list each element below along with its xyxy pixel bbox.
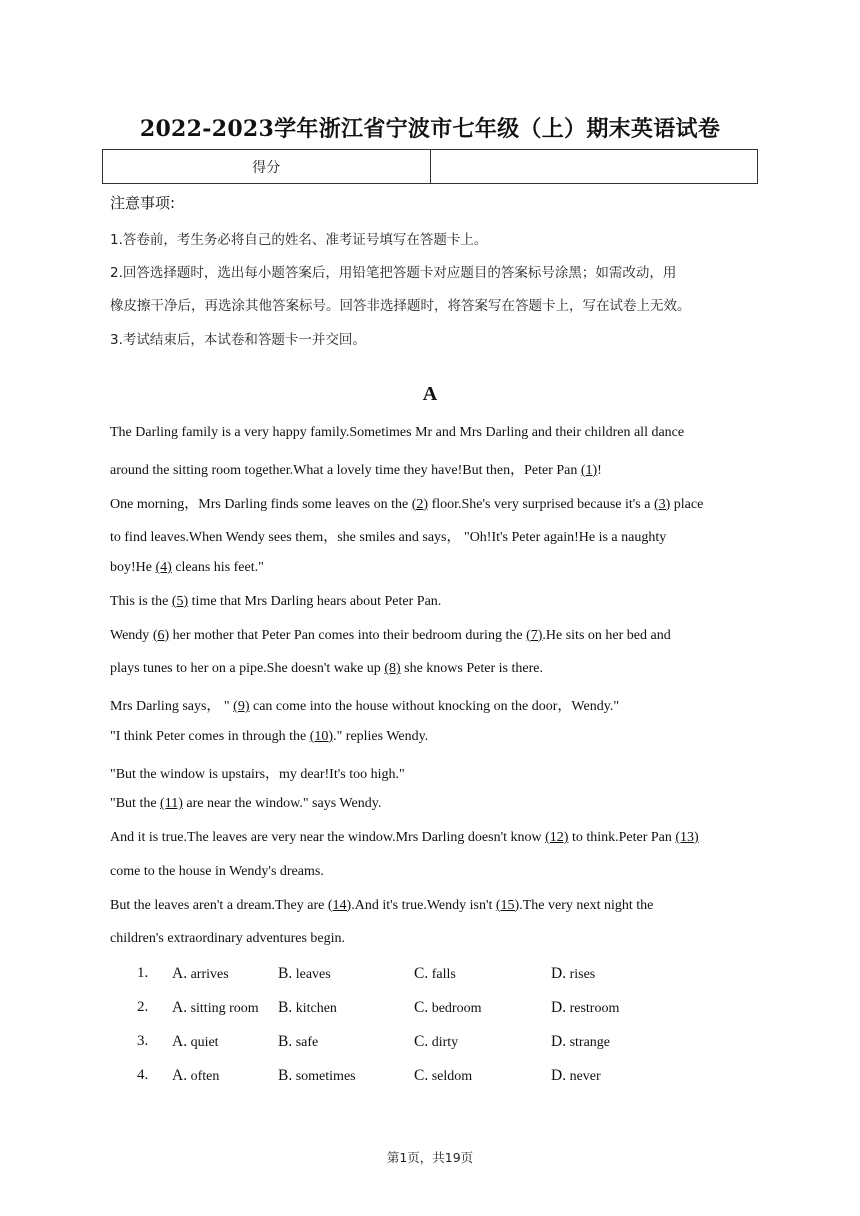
passage-text: ." replies Wendy.: [333, 728, 429, 744]
blank-number: (4): [155, 560, 172, 575]
passage-line: [110, 796, 760, 812]
blank-number: (5): [171, 593, 189, 609]
option-text: sitting room: [187, 1001, 259, 1016]
option-letter: A.: [172, 965, 188, 982]
passage-text: she knows Peter is there.: [400, 661, 543, 677]
blank-number: (10): [309, 728, 334, 744]
page-title: 2022-2023学年浙江省宁波市七年级（上）期末英语试卷: [139, 116, 721, 142]
question-number: 4.: [137, 1067, 149, 1083]
passage-text: !: [597, 462, 602, 478]
score-table: [102, 149, 758, 184]
passage-line: [110, 729, 760, 745]
option-letter: C.: [414, 1067, 429, 1084]
answer-option: [172, 1033, 219, 1051]
option-text: arrives: [187, 967, 229, 982]
question-number: 2.: [137, 999, 149, 1015]
passage-text: "But the window is upstairs，my dear!It's too high.": [110, 766, 405, 782]
answer-option: [278, 999, 337, 1017]
passage-text: And it is true.The leaves are very near the window.Mrs Darling doesn't know: [110, 830, 546, 845]
answer-option: [551, 965, 595, 983]
passage-text: This is the: [110, 593, 172, 609]
blank-number: (13): [675, 830, 699, 845]
passage-text: children's extraordinary adventures begin.: [110, 931, 345, 947]
option-letter: B.: [278, 1033, 293, 1050]
option-letter: B.: [278, 1067, 293, 1084]
passage-text: to think.Peter Pan: [568, 830, 676, 845]
passage-text: can come into the house without knocking on the door，Wendy.": [249, 699, 620, 714]
blank-number: (8): [384, 661, 401, 677]
score-row: [103, 150, 758, 184]
passage-text: place: [670, 496, 704, 512]
option-text: falls: [428, 967, 456, 982]
question-number: 1.: [137, 965, 149, 981]
option-letter: B.: [278, 999, 293, 1016]
passage-line: [110, 830, 760, 846]
passage-text: to find leaves.When Wendy sees them，she smiles and says， "Oh!It's Peter again!He is a naughty: [110, 530, 667, 546]
section-heading: A: [422, 383, 438, 405]
passage-text: around the sitting room together.What a lovely time they have!But then，Peter Pan: [110, 462, 581, 478]
passage-line: [110, 931, 760, 947]
option-text: safe: [292, 1035, 319, 1050]
passage-line: [110, 864, 760, 880]
option-letter: D.: [551, 999, 567, 1016]
option-text: dirty: [428, 1035, 459, 1050]
passage-text: .The very next night the: [519, 897, 654, 913]
option-text: kitchen: [292, 1001, 337, 1016]
blank-number: (3): [653, 496, 671, 512]
blank-number: (12): [545, 830, 569, 845]
option-letter: B.: [278, 965, 293, 982]
blank-number: (14): [327, 897, 352, 913]
answer-option: [278, 965, 331, 983]
option-text: leaves: [292, 967, 331, 982]
blank-number: (1): [580, 462, 598, 478]
passage-line: [110, 594, 760, 610]
notice-line: 橡皮擦干净后，再选涂其他答案标号。回答非选择题时，将答案写在答题卡上，写在试卷上无效。: [110, 298, 691, 314]
passage-line: [110, 628, 760, 644]
answer-option: [414, 1033, 458, 1051]
answer-option: [172, 1067, 219, 1085]
blank-number: (15): [495, 897, 520, 913]
blank-number: (6): [152, 627, 170, 643]
option-letter: A.: [172, 1067, 188, 1084]
option-text: quiet: [187, 1035, 219, 1050]
answer-option: [278, 1033, 318, 1051]
passage-line: [110, 425, 760, 441]
passage-line: [110, 898, 760, 914]
score-value-cell: [430, 150, 758, 184]
passage-text: The Darling family is a very happy family.Sometimes Mr and Mrs Darling and their children all dance: [110, 425, 685, 440]
option-text: sometimes: [292, 1069, 356, 1084]
option-text: rises: [566, 967, 596, 982]
answer-option: [414, 999, 481, 1017]
answer-option: [414, 1067, 472, 1085]
passage-text: But the leaves aren't a dream.They are: [110, 897, 328, 913]
notice-line: 2.回答选择题时，选出每小题答案后，用铅笔把答题卡对应题目的答案标号涂黑；如需改动，用: [110, 265, 677, 281]
passage-line: [110, 493, 760, 513]
passage-line: [110, 459, 760, 479]
option-text: bedroom: [428, 1001, 482, 1016]
passage-text: .He sits on her bed and: [542, 627, 671, 643]
page-footer: 第1页，共19页: [386, 1150, 474, 1165]
blank-number: (7): [526, 627, 543, 643]
answer-option: [551, 999, 619, 1017]
answer-option: [414, 965, 456, 983]
passage-text: boy!He: [110, 560, 156, 575]
passage-text: are near the window." says Wendy.: [182, 796, 382, 812]
passage-text: .And it's true.Wendy isn't: [351, 897, 496, 913]
option-text: strange: [566, 1035, 611, 1050]
notice-line: 1.答卷前，考生务必将自己的姓名、准考证号填写在答题卡上。: [110, 232, 488, 248]
passage-text: her mother that Peter Pan comes into their bedroom during the: [169, 627, 527, 643]
passage-line: [110, 526, 760, 546]
answer-option: [172, 999, 259, 1017]
question-number: 3.: [137, 1033, 149, 1049]
passage-text: floor.She's very surprised because it's a: [428, 496, 654, 512]
blank-number: (11): [160, 796, 183, 812]
option-text: seldom: [428, 1069, 473, 1084]
option-letter: A.: [172, 999, 188, 1016]
option-letter: D.: [551, 1033, 567, 1050]
passage-text: "But the: [110, 796, 161, 812]
option-letter: C.: [414, 965, 429, 982]
option-text: often: [187, 1069, 220, 1084]
option-letter: C.: [414, 1033, 429, 1050]
passage-line: [110, 560, 760, 576]
passage-text: plays tunes to her on a pipe.She doesn't wake up: [110, 661, 385, 677]
notice-heading: 注意事项:: [110, 194, 176, 212]
passage-text: come to the house in Wendy's dreams.: [110, 863, 324, 879]
answer-option: [551, 1033, 610, 1051]
passage-text: time that Mrs Darling hears about Peter Pan.: [188, 593, 442, 609]
blank-number: (9): [233, 699, 250, 714]
score-label: 得分: [103, 150, 431, 184]
answer-option: [172, 965, 229, 983]
option-text: never: [566, 1069, 601, 1084]
option-letter: D.: [551, 965, 567, 982]
passage-line: [110, 695, 760, 715]
passage-line: [110, 763, 760, 783]
option-letter: D.: [551, 1067, 567, 1084]
answer-option: [278, 1067, 356, 1085]
passage-text: "I think Peter comes in through the: [110, 728, 310, 744]
passage-text: One morning，Mrs Darling finds some leaves on the: [110, 496, 412, 512]
option-letter: A.: [172, 1033, 188, 1050]
notice-line: 3.考试结束后，本试卷和答题卡一并交回。: [110, 332, 366, 348]
passage-text: Mrs Darling says， ": [110, 699, 234, 714]
answer-option: [551, 1067, 601, 1085]
passage-text: Wendy: [110, 627, 153, 643]
blank-number: (2): [411, 496, 429, 512]
option-letter: C.: [414, 999, 429, 1016]
passage-line: [110, 661, 760, 677]
option-text: restroom: [566, 1001, 620, 1016]
passage-text: cleans his feet.": [171, 560, 264, 575]
